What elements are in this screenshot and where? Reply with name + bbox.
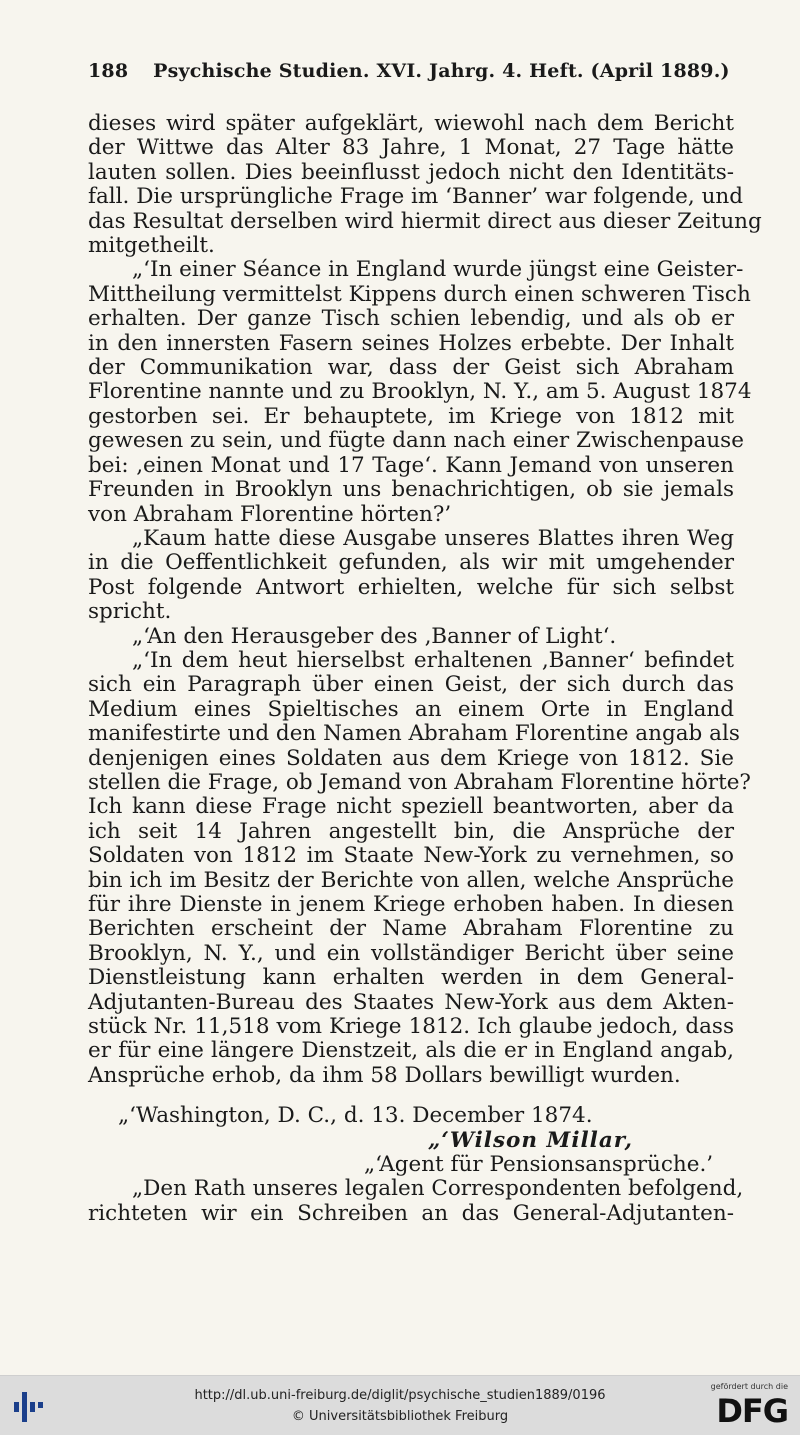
spacer — [88, 1088, 734, 1104]
text-line: Medium eines Spieltisches an einem Orte in England — [88, 696, 734, 722]
text-line: spricht. — [88, 599, 172, 625]
text-line: er für eine längere Dienstzeit, als die er in England angab, — [88, 1038, 734, 1064]
text-line: gewesen zu sein, und fügte dann nach einer Zwischenpause — [88, 428, 744, 454]
signature-name: „‘Wilson Millar, — [428, 1127, 633, 1153]
text-line: mitgetheilt. — [88, 233, 215, 259]
text-line: von Abraham Florentine hörten?’ — [88, 501, 452, 527]
text-line: Post folgende Antwort erhielten, welche für sich selbst — [88, 574, 734, 600]
funder-note: gefördert durch die — [710, 1382, 788, 1391]
text-line: Soldaten von 1812 im Staate New-York zu vernehmen, so — [88, 843, 734, 869]
text-line: für ihre Dienste in jenem Kriege erhoben haben. In diesen — [88, 892, 734, 917]
text-line: bei: ‚einen Monat und 17 Tage‘. Kann Jemand von unseren — [88, 452, 734, 478]
text-line: Adjutanten-Bureau des Staates New-York aus dem Akten- — [88, 989, 734, 1015]
running-header — [88, 60, 738, 82]
text-line: in die Oeffentlichkeit gefunden, als wir mit umgehender — [88, 550, 734, 576]
text-line: lauten sollen. Dies beeinflusst jedoch nicht den Identitäts- — [88, 159, 734, 185]
text-line: „‘An den Herausgeber des ‚Banner of Light‘. — [132, 623, 617, 649]
text-line: Florentine nannte und zu Brooklyn, N. Y., am 5. August 1874 — [88, 379, 752, 405]
text-line: „‘In dem heut hierselbst erhaltenen ‚Banner‘ befindet — [132, 647, 734, 673]
text-line: ich seit 14 Jahren angestellt bin, die Ansprüche der — [88, 818, 734, 844]
text-line: der Communikation war, dass der Geist sich Abraham — [88, 355, 734, 381]
dfg-logo: DFG — [716, 1392, 788, 1430]
text-line: „‘In einer Séance in England wurde jüngst eine Geister- — [132, 257, 744, 283]
text-line: „Kaum hatte diese Ausgabe unseres Blattes ihren Weg — [132, 525, 734, 551]
body-text — [88, 111, 762, 1226]
text-line: fall. Die ursprüngliche Frage im ‘Banner’ war folgende, und — [88, 184, 744, 210]
text-line: das Resultat derselben wird hiermit direct aus dieser Zeitung — [88, 208, 762, 234]
permalink-url[interactable]: http://dl.ub.uni-freiburg.de/diglit/psychische_studien1889/0196 — [194, 1388, 606, 1403]
text-line: sich ein Paragraph über einen Geist, der sich durch das — [88, 672, 734, 698]
text-line: erhalten. Der ganze Tisch schien lebendig, und als ob er — [88, 306, 734, 332]
text-line: stellen die Frage, ob Jemand von Abraham Florentine hörte? — [88, 769, 751, 795]
text-line: gestorben sei. Er behauptete, im Kriege von 1812 mit — [88, 403, 734, 429]
text-line: der Wittwe das Alter 83 Jahre, 1 Monat, 27 Tage hätte — [88, 135, 734, 161]
running-title: Psychische Studien. XVI. Jahrg. 4. Heft. (April 1889.) — [153, 60, 730, 82]
signature-role: „‘Agent für Pensionsansprüche.’ — [364, 1152, 714, 1178]
text-line: richteten wir ein Schreiben an das General-Adjutanten- — [88, 1200, 734, 1226]
text-line: Berichten erscheint der Name Abraham Florentine zu — [88, 916, 734, 942]
text-line: Mittheilung vermittelst Kippens durch einen schweren Tisch — [88, 281, 751, 307]
signature-place-date: „‘Washington, D. C., d. 13. December 1874. — [118, 1103, 593, 1129]
page-number: 188 — [88, 60, 129, 82]
text-line: denjenigen eines Soldaten aus dem Kriege von 1812. Sie — [88, 745, 734, 771]
text-line: Ich kann diese Frage nicht speziell beantworten, aber da — [88, 794, 734, 820]
text-line: in den innersten Fasern seines Holzes erbebte. Der Inhalt — [88, 330, 734, 356]
text-line: Freunden in Brooklyn uns benachrichtigen, ob sie jemals — [88, 477, 734, 503]
copyright-notice: © Universitätsbibliothek Freiburg — [291, 1409, 509, 1424]
text-line: dieses wird später aufgeklärt, wiewohl nach dem Bericht — [88, 111, 734, 136]
text-line: bin ich im Besitz der Berichte von allen, welche Ansprüche — [88, 867, 734, 893]
text-line: manifestirte und den Namen Abraham Florentine angab als — [88, 721, 740, 747]
text-line: Ansprüche erhob, da ihm 58 Dollars bewilligt wurden. — [88, 1062, 681, 1088]
library-footer — [0, 1375, 800, 1435]
text-line: stück Nr. 11,518 vom Kriege 1812. Ich glaube jedoch, dass — [88, 1014, 734, 1040]
text-line: Dienstleistung kann erhalten werden in dem General- — [88, 965, 734, 991]
text-line: Brooklyn, N. Y., und ein vollständiger Bericht über seine — [88, 940, 734, 966]
text-line: „Den Rath unseres legalen Correspondenten befolgend, — [132, 1176, 744, 1202]
